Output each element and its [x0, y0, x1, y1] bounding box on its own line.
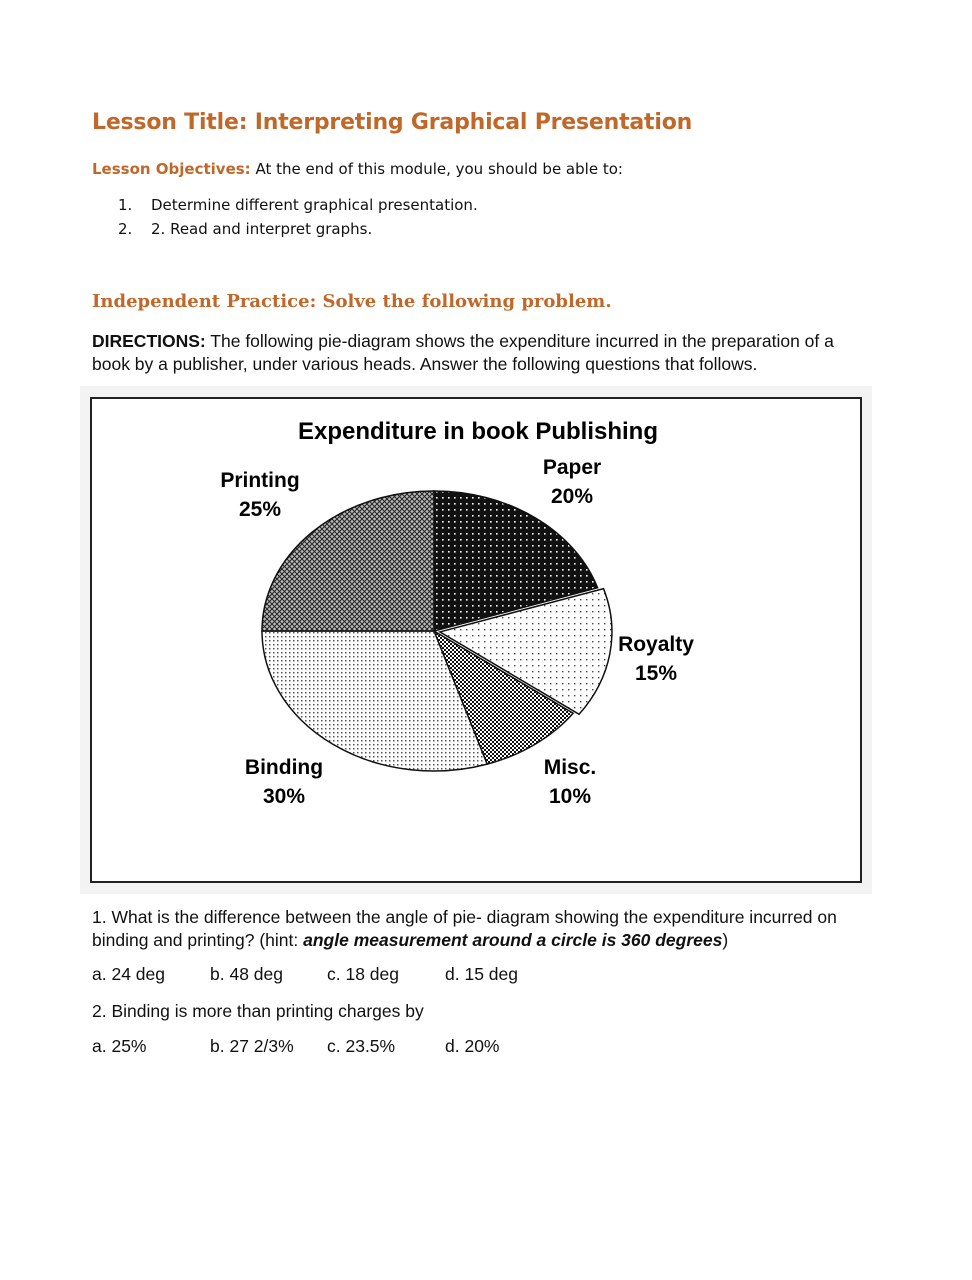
directions-paragraph: [92, 330, 862, 376]
list-number: 2.: [118, 220, 133, 238]
option-a: a. 24 deg: [92, 964, 165, 984]
question-text: 1. What is the difference between the angle of pie- diagram showing the expenditure incurred on binding and printing? (hint:: [92, 907, 837, 950]
slice-label-value: 20%: [550, 485, 594, 508]
slice-label-binding: [245, 756, 323, 808]
pie-chart-frame: [90, 397, 862, 883]
slice-label-value: 30%: [262, 785, 306, 808]
slice-label-printing: [220, 469, 299, 521]
option-b: b. 27 2/3%: [210, 1036, 294, 1056]
slice-label-name: Paper: [542, 456, 602, 479]
objective-text: 2. Read and interpret graphs.: [151, 220, 373, 238]
list-item: [118, 196, 478, 220]
option-c: c. 23.5%: [327, 1036, 396, 1056]
chart-title: Expenditure in book Publishing: [297, 418, 659, 445]
pie-slice-printing: [262, 491, 434, 631]
slice-label-paper: [543, 456, 601, 508]
objectives-list: [118, 196, 478, 244]
option-d: d. 20%: [445, 1036, 500, 1056]
question-tail: ): [722, 930, 729, 950]
list-item: [118, 220, 478, 244]
slice-label-name: Royalty: [618, 633, 694, 656]
directions-label: DIRECTIONS:: [92, 331, 206, 351]
lesson-title: Lesson Title: Interpreting Graphical Presentation: [92, 110, 693, 135]
lesson-objectives-text: At the end of this module, you should be able to:: [250, 160, 623, 178]
lesson-objectives-line: [92, 160, 623, 178]
option-b: b. 48 deg: [210, 964, 283, 984]
pie-slices: [262, 491, 612, 771]
pie-chart: [92, 399, 860, 881]
directions-text: The following pie-diagram shows the expenditure incurred in the preparation of a book by a publisher, under various heads. Answer the following questions that follows.: [92, 331, 834, 374]
slice-label-name: Misc.: [543, 756, 597, 779]
option-c: c. 18 deg: [327, 964, 399, 984]
slice-label-misc: [544, 756, 597, 808]
slice-label-name: Printing: [220, 469, 300, 492]
lesson-objectives-label: Lesson Objectives:: [92, 160, 251, 178]
option-d: d. 15 deg: [445, 964, 518, 984]
slice-label-value: 10%: [548, 785, 592, 808]
slice-label-value: 25%: [238, 498, 282, 521]
question-2: [92, 1000, 862, 1023]
slice-label-royalty: [618, 633, 694, 685]
practice-heading: Independent Practice: Solve the following problem.: [92, 291, 612, 312]
question-1: [92, 906, 862, 952]
objective-text: Determine different graphical presentation.: [151, 196, 478, 214]
question-text: 2. Binding is more than printing charges by: [92, 1001, 424, 1021]
question-hint: angle measurement around a circle is 360 degrees: [303, 930, 723, 950]
option-a: a. 25%: [92, 1036, 147, 1056]
list-number: 1.: [118, 196, 133, 214]
slice-label-value: 15%: [634, 662, 678, 685]
slice-label-name: Binding: [244, 756, 324, 779]
